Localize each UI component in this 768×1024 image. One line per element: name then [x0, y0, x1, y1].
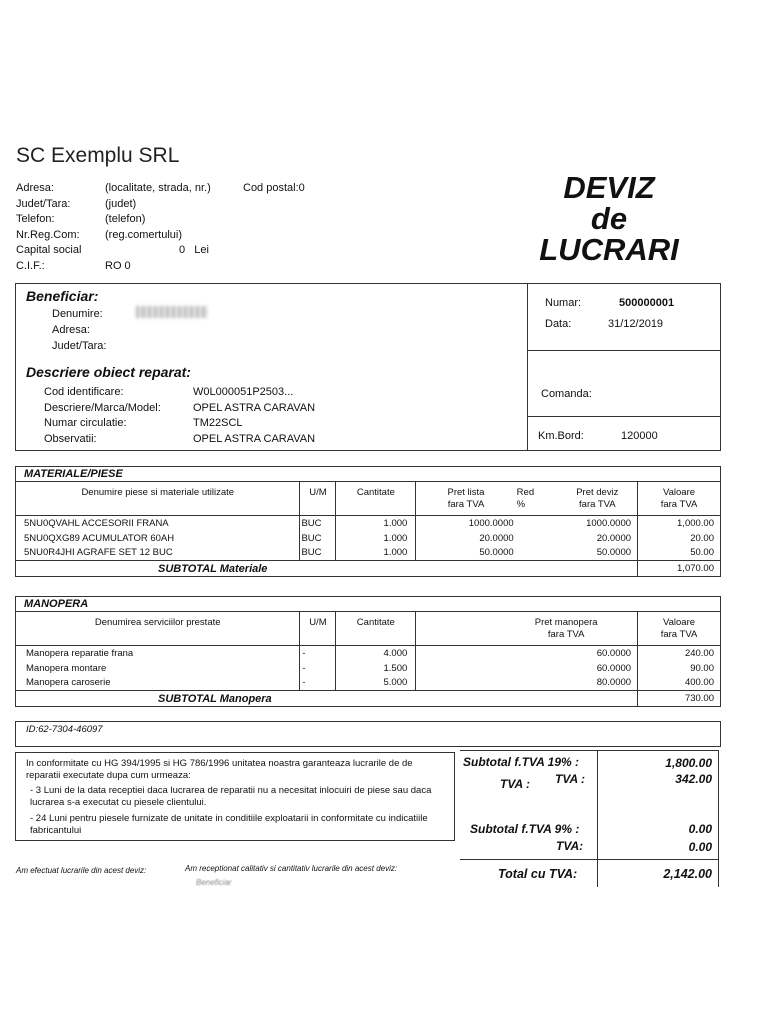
col-cantitate: Cantitate [336, 612, 416, 646]
title-line-3: LUCRARI [539, 232, 679, 267]
row-valoare: 400.00 [638, 676, 721, 691]
materiale-subtotal-label: SUBTOTAL Materiale [16, 561, 638, 577]
materiale-table [15, 466, 721, 577]
row-pret-deviz: 1000.0000 [558, 516, 638, 531]
total-label: Total cu TVA: [498, 867, 578, 881]
footer-signature: Beneficiar [196, 878, 232, 887]
row-pret: 80.0000 [416, 676, 638, 691]
id-box [15, 721, 721, 747]
redacted-name [136, 306, 208, 318]
divider [527, 416, 720, 417]
tva-9-label: TVA: [556, 839, 584, 853]
col-um: U/M [300, 612, 336, 646]
row-um: BUC [300, 546, 336, 561]
info-label: Capital social [16, 244, 82, 256]
cod-identificare-value: W0L000051P2503... [193, 386, 294, 398]
conformitate-box [15, 752, 455, 841]
numar-circulatie-value: TM22SCL [193, 417, 243, 429]
row-pret-lista: 20.0000 [479, 532, 514, 544]
obiect-values [193, 385, 315, 447]
info-row-judet [16, 197, 305, 213]
subtotal-9-label: Subtotal f.TVA 9% : [470, 822, 580, 836]
conformitate-intro: In conformitate cu HG 394/1995 si HG 786/1996 unitatea noastra garanteaza lucrarile de de reparatii executate dupa cum urmeaza: [26, 758, 413, 781]
km-label: Km.Bord: [538, 430, 584, 442]
info-row-cif [16, 259, 305, 275]
info-label: Adresa: [16, 182, 54, 194]
manopera-subtotal-row [16, 691, 721, 707]
row-reducere [516, 546, 558, 561]
row-denumire: 5NU0R4JHI AGRAFE SET 12 BUC [16, 546, 300, 561]
row-um: - [300, 676, 336, 691]
row-cantitate: 1.500 [336, 661, 416, 676]
subtotal-19-label: Subtotal f.TVA 19% : [463, 755, 580, 769]
footer-right-text: Am receptionat calitativ si cantitativ lucrarile din acest deviz: [185, 864, 398, 873]
adresa-label: Adresa: [52, 324, 90, 336]
divider [527, 284, 528, 450]
row-pret-deviz: 20.0000 [558, 531, 638, 546]
row-valoare: 1,000.00 [638, 516, 721, 531]
row-denumire: 5NU0QXG89 ACUMULATOR 60AH [16, 531, 300, 546]
row-pret-deviz: 50.0000 [558, 546, 638, 561]
obiect-label: Numar circulatie: [44, 417, 127, 429]
observatii-value: OPEL ASTRA CARAVAN [193, 432, 316, 445]
table-row [16, 676, 721, 691]
row-pret-lista: 50.0000 [479, 547, 514, 559]
table-row [16, 646, 721, 661]
manopera-subtotal-value: 730.00 [638, 691, 721, 707]
row-um: - [300, 661, 336, 676]
judet-label: Judet/Tara: [52, 340, 107, 352]
col-valoare: Valoare fara TVA [638, 612, 721, 646]
obiect-label: Descriere/Marca/Model: [44, 401, 161, 414]
data-value: 31/12/2019 [608, 318, 664, 330]
col-denumire: Denumire piese si materiale utilizate [16, 482, 300, 516]
obiect-label: Observatii: [44, 432, 97, 445]
row-pret-lista: 1000.0000 [468, 517, 514, 529]
manopera-header-row [16, 612, 721, 646]
row-serviciu: Manopera caroserie [16, 676, 300, 691]
info-value: (judet) [105, 197, 137, 210]
col-cantitate: Cantitate [336, 482, 416, 516]
row-cantitate: 1.000 [336, 516, 416, 531]
obiect-label: Cod identificare: [44, 386, 124, 398]
manopera-subtotal-label: SUBTOTAL Manopera [16, 691, 638, 707]
company-name: SC Exemplu SRL [16, 144, 180, 167]
materiale-title: MATERIALE/PIESE [16, 467, 721, 482]
row-valoare: 50.00 [638, 546, 721, 561]
divider [527, 350, 720, 351]
total-value: 2,142.00 [663, 867, 712, 881]
row-cantitate: 1.000 [336, 546, 416, 561]
garantie-item-2: - 24 Luni pentru piesele furnizate de unitate in conditiile exploatarii in conformitate cu indicatiile fabricantului [30, 813, 428, 836]
info-row-capital [16, 243, 305, 259]
table-row [16, 516, 721, 531]
info-value: 0 Lei [179, 244, 209, 256]
comanda-label: Comanda: [541, 388, 592, 400]
row-um: - [300, 646, 336, 661]
table-row [16, 661, 721, 676]
garantie-item-1: - 3 Luni de la data receptiei daca lucrarea de reparatii nu a necesitat inlocuiri de piese sau daca lucrarea s-a executat cu piesele clientului. [30, 785, 432, 808]
row-um: BUC [300, 531, 336, 546]
row-serviciu: Manopera montare [16, 661, 300, 676]
manopera-title: MANOPERA [16, 597, 721, 612]
table-row [16, 531, 721, 546]
col-pret-manopera: Pret manopera fara TVA [416, 612, 638, 646]
footer-left-text: Am efectuat lucrarile din acest deviz: [16, 866, 147, 875]
info-label: C.I.F.: [16, 259, 45, 272]
beneficiar-box [15, 283, 721, 451]
row-cantitate: 4.000 [336, 646, 416, 661]
obiect-heading: Descriere obiect reparat: [26, 364, 191, 380]
row-pret: 60.0000 [416, 661, 638, 676]
row-valoare: 90.00 [638, 661, 721, 676]
info-row-adresa [16, 181, 305, 197]
totals-divider [718, 750, 719, 887]
row-reducere [516, 531, 558, 546]
totals-divider [597, 750, 598, 887]
numar-label: Numar: [545, 297, 582, 309]
denumire-label: Denumire: [52, 308, 103, 320]
obiect-labels [44, 385, 161, 447]
numar-value: 500000001 [619, 297, 675, 309]
col-reducere: Red % [516, 482, 558, 516]
subtotal-19-value: 1,800.00 [665, 756, 712, 770]
id-text: ID:62-7304-46097 [26, 724, 103, 735]
col-pret-deviz: Pret deviz fara TVA [558, 482, 638, 516]
row-cantitate: 1.000 [336, 531, 416, 546]
totals-divider [460, 750, 719, 751]
materiale-subtotal-row [16, 561, 721, 577]
row-valoare: 20.00 [638, 531, 721, 546]
title-line-2: de [590, 201, 628, 236]
row-pret: 60.0000 [416, 646, 638, 661]
row-serviciu: Manopera reparatie frana [16, 646, 300, 661]
info-label: Nr.Reg.Com: [16, 228, 80, 241]
info-row-regcom [16, 228, 305, 244]
manopera-table [15, 596, 721, 707]
beneficiar-heading: Beneficiar: [26, 288, 99, 304]
col-um: U/M [300, 482, 336, 516]
info-label: Telefon: [16, 213, 55, 225]
cod-postal: Cod postal:0 [243, 182, 305, 194]
row-denumire: 5NU0QVAHL ACCESORII FRANA [16, 516, 300, 531]
marca-model-value: OPEL ASTRA CARAVAN [193, 401, 316, 414]
info-value: RO 0 [105, 259, 131, 272]
document-title [524, 172, 694, 265]
tva-label-left: TVA : [500, 777, 530, 791]
row-cantitate: 5.000 [336, 676, 416, 691]
row-reducere [516, 516, 558, 531]
info-label: Judet/Tara: [16, 197, 71, 210]
info-value: (localitate, strada, nr.) [105, 182, 211, 194]
tva-19-label: TVA : [555, 772, 585, 786]
data-label: Data: [545, 318, 572, 330]
materiale-subtotal-value: 1,070.00 [638, 561, 721, 577]
info-value: (telefon) [105, 213, 146, 225]
col-valoare: Valoare fara TVA [638, 482, 721, 516]
col-denumire-serviciu: Denumirea serviciilor prestate [16, 612, 300, 646]
subtotal-9-value: 0.00 [688, 822, 712, 836]
totals-divider [460, 859, 719, 860]
info-value: (reg.comertului) [105, 228, 183, 241]
title-line-1: DEVIZ [563, 170, 655, 205]
table-row [16, 546, 721, 561]
tva-9-value: 0.00 [688, 840, 712, 854]
row-valoare: 240.00 [638, 646, 721, 661]
km-value: 120000 [621, 430, 658, 442]
row-um: BUC [300, 516, 336, 531]
col-pret-lista: Pret lista fara TVA [416, 482, 516, 516]
materiale-header-row [16, 482, 721, 516]
company-info [16, 181, 305, 274]
tva-19-value: 342.00 [675, 772, 712, 786]
info-row-telefon [16, 212, 305, 228]
